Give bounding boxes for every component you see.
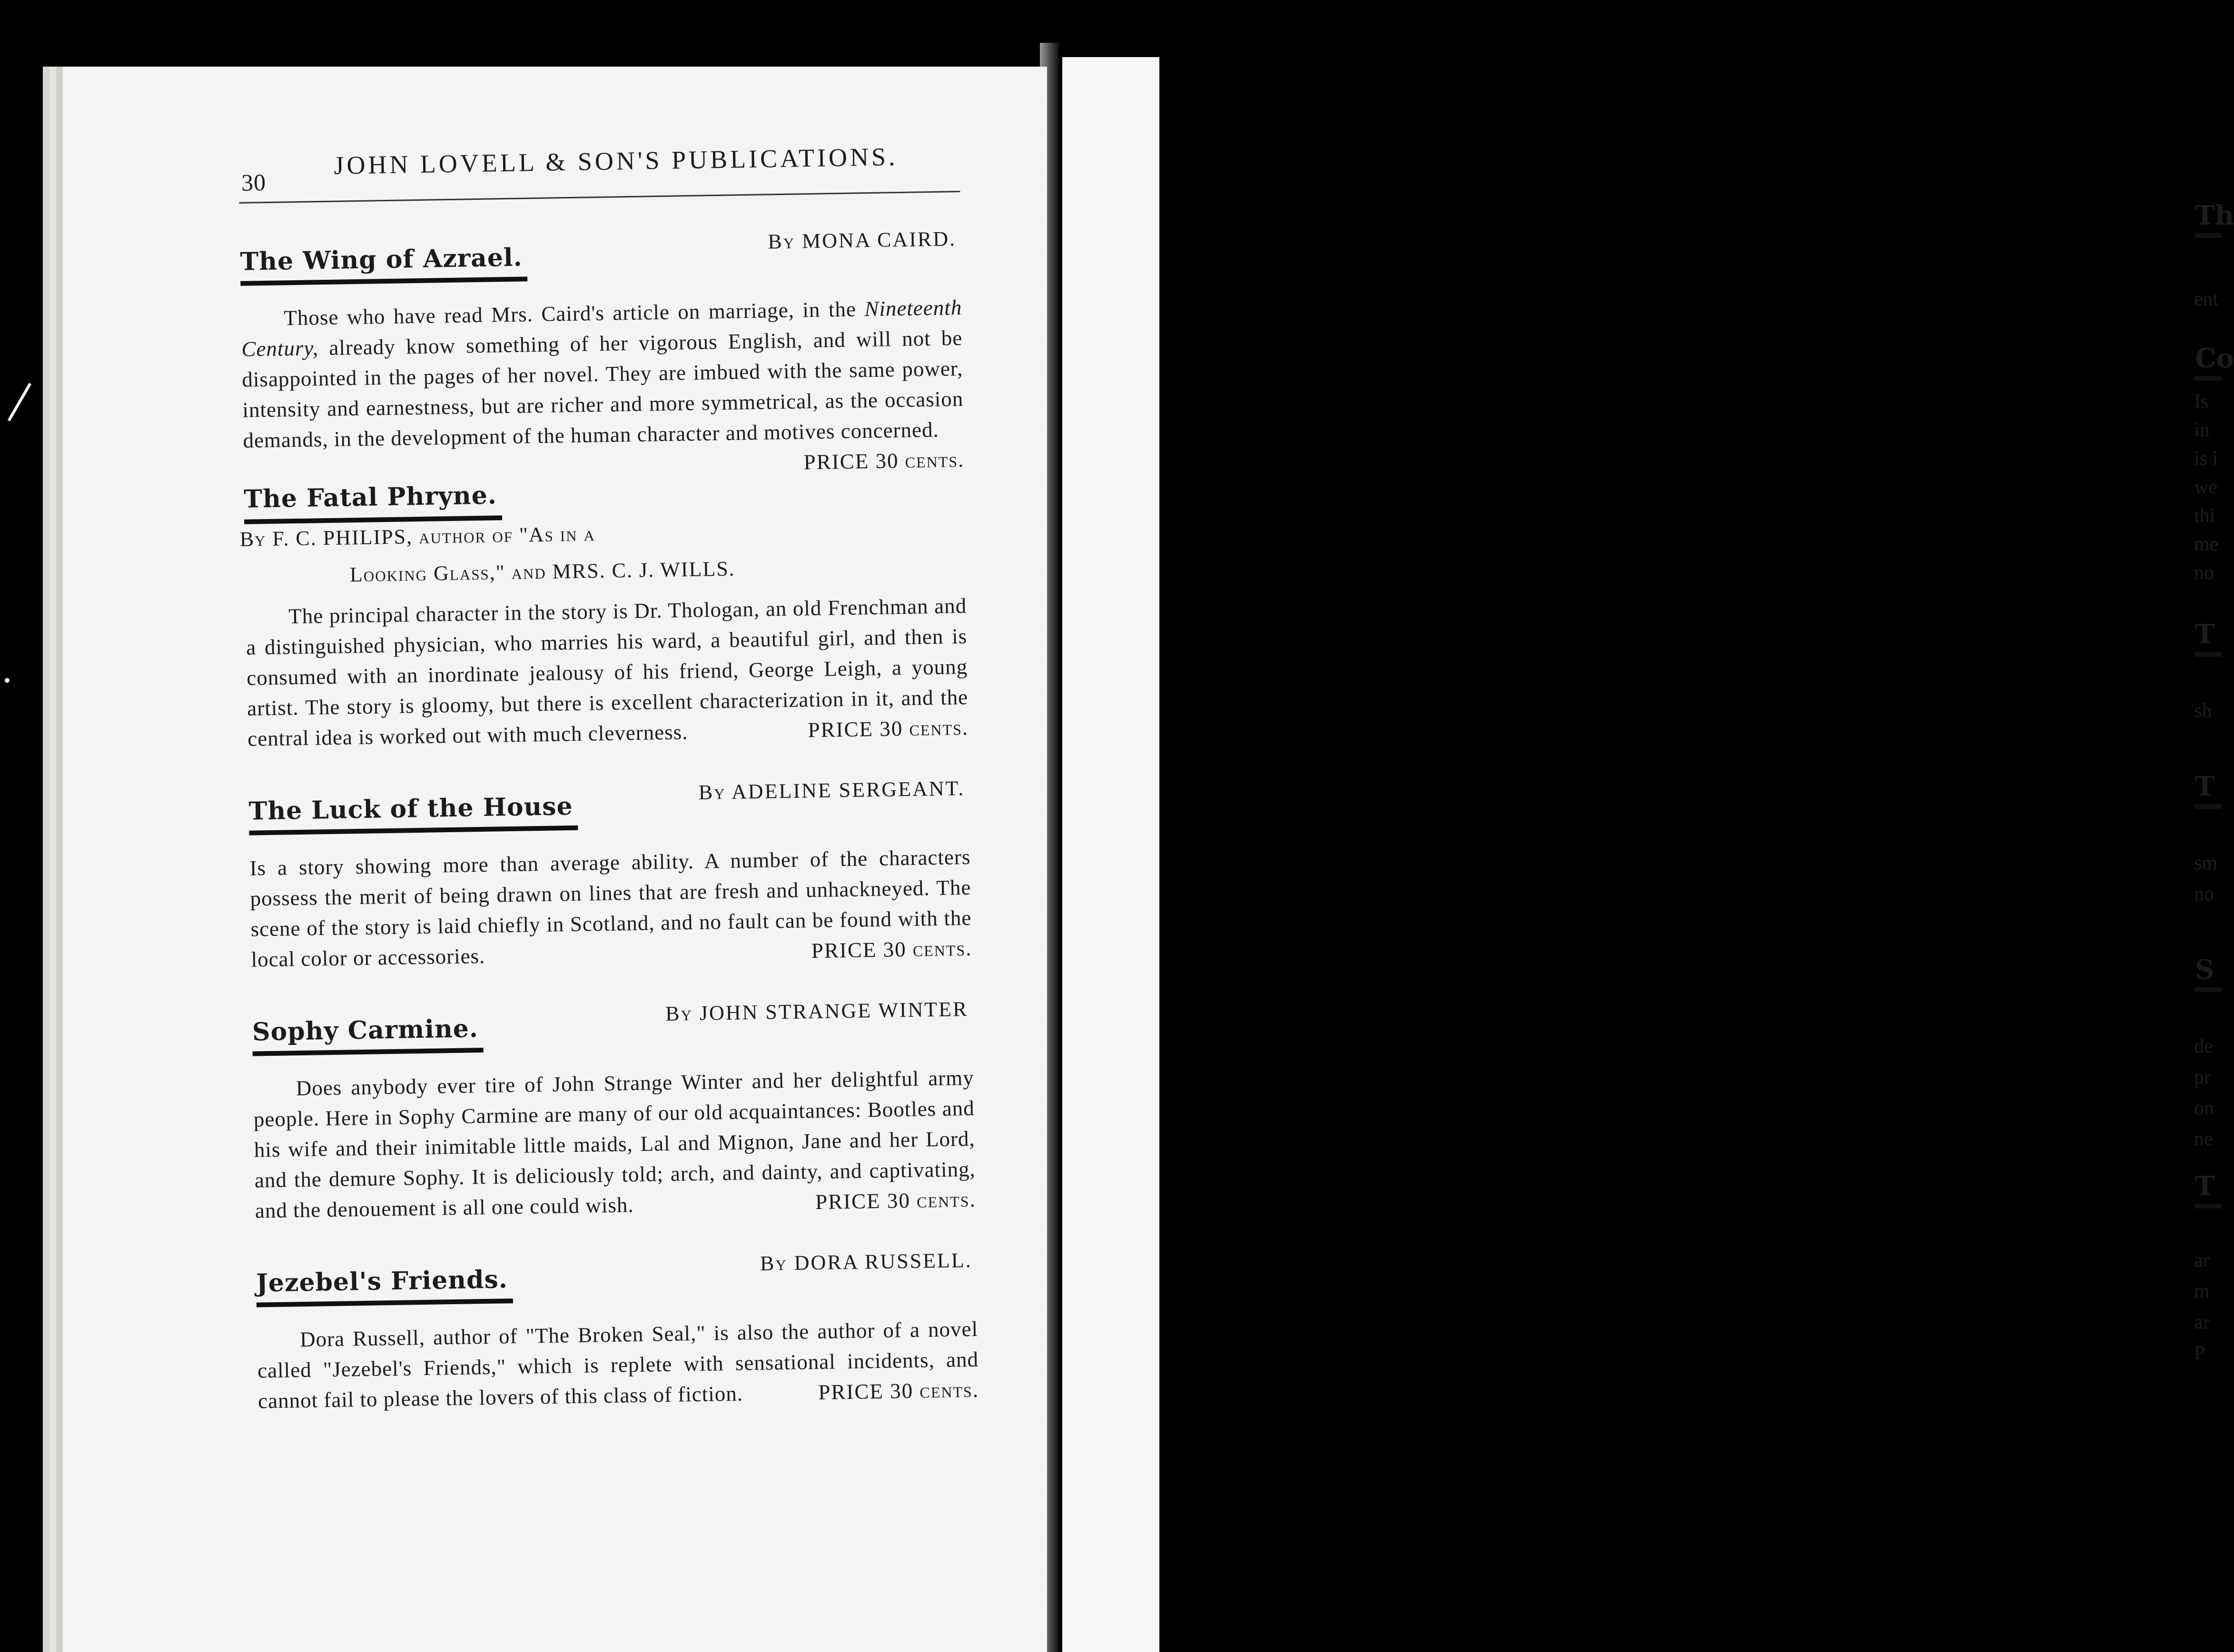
description-rest: already know something of her vigorous English, and will not be disappointed in the pages of her novel. They are imbued with the same power, intensity and earnestness, but are richer and more symmetrical, as the occasion demands, in the development of the human character and motives concerned. (242, 325, 964, 452)
entry-header (244, 776, 970, 840)
facing-text-fragment: sm (2194, 852, 2218, 874)
description-body: Dora Russell, author of "The Broken Seal," is also the author of a novel called "Jezebel's Friends," which is replete with sensational incidents, and cannot fail to please the lovers of this class of fiction. (257, 1317, 979, 1413)
periodical-title: Nineteenth Century, (241, 295, 962, 361)
facing-text-fragment: Is (2194, 391, 2209, 413)
entry-byline: By ADELINE SERGEANT. (698, 777, 965, 804)
description-lead: Those who have read Mrs. Caird's article on marriage, in the (284, 297, 857, 330)
book-entry (235, 226, 965, 474)
entry-header (251, 1248, 978, 1312)
facing-page (1062, 0, 2234, 1652)
header-rule (239, 191, 960, 204)
facing-text-fragment: in (2194, 419, 2210, 441)
entry-byline: By F. C. PHILIPS, author of "As in a (239, 522, 596, 551)
facing-title-fragment: S (2195, 954, 2222, 992)
entry-title: Jezebel's Friends. (256, 1265, 513, 1307)
facing-text-fragment: ar (2194, 1311, 2210, 1333)
facing-text-fragment: no (2194, 883, 2214, 905)
book-entry (247, 997, 976, 1226)
running-title: JOHN LOVELL & SON'S PUBLICATIONS. (333, 142, 899, 180)
entry-price: PRICE 30 cents. (808, 715, 969, 742)
scan-mark (8, 383, 31, 422)
entry-description (253, 1062, 976, 1226)
facing-title-fragment: T (2195, 771, 2222, 809)
facing-title-fragment: Co (2195, 343, 2222, 381)
entry-header (239, 473, 966, 555)
book-entry (251, 1248, 979, 1416)
facing-text-fragment: de (2194, 1035, 2213, 1057)
entry-title: The Fatal Phryne. (244, 480, 502, 524)
page-number: 30 (241, 168, 267, 196)
description-body: The principal character in the story is Dr. Thologan, an old Frenchman and a distinguished physician, who marries his ward, a beautiful girl, and then is consumed with an inordinate jealousy of his friend, George Leigh, a young artist. The story is gloomy, but there is excellent characterization in it, and the central idea is worked out with much cleverness. (246, 593, 969, 751)
entry-description (241, 292, 965, 474)
facing-text-fragment: thi (2194, 505, 2215, 527)
facing-title-fragment: Th (2195, 200, 2222, 238)
entry-price: PRICE 30 cents. (818, 1377, 979, 1405)
facing-text-fragment: ne (2194, 1128, 2213, 1150)
entry-description (257, 1314, 979, 1416)
entry-title: The Luck of the House (248, 792, 578, 836)
book-entry (244, 776, 972, 975)
facing-text-fragment: ar (2194, 1249, 2210, 1271)
facing-text-fragment: no (2194, 562, 2214, 584)
scan-mark (5, 678, 10, 683)
facing-text-fragment: P (2194, 1342, 2205, 1364)
entry-title: The Wing of Azrael. (240, 243, 527, 285)
facing-text-fragment: we (2194, 476, 2217, 498)
entry-description (249, 842, 972, 975)
entry-byline: By JOHN STRANGE WINTER (665, 997, 969, 1025)
facing-text-fragment: is i (2194, 448, 2218, 470)
entry-description (246, 590, 969, 754)
entry-price: PRICE 30 cents. (803, 447, 965, 474)
facing-text-fragment: me (2194, 533, 2219, 555)
facing-title-fragment: T (2195, 1170, 2222, 1209)
facing-title-fragment: T (2195, 619, 2222, 657)
page-content (233, 112, 979, 1416)
entry-byline: By DORA RUSSELL. (760, 1248, 973, 1275)
facing-text-fragment: m (2194, 1280, 2210, 1302)
book-entry (239, 473, 969, 754)
running-head (233, 112, 960, 195)
facing-text-fragment: on (2194, 1097, 2214, 1119)
facing-text-fragment: sh (2194, 700, 2212, 722)
facing-text-fragment: pr (2194, 1066, 2211, 1088)
entry-byline-continued: Looking Glass," and MRS. C. J. WILLS. (349, 557, 736, 587)
entry-title: Sophy Carmine. (252, 1014, 484, 1056)
description-body: Is a story showing more than average ability. A number of the characters possess the merit of being drawn on lines that are fresh and unhackneyed. The scene of the story is laid chiefly in Scotland, and no fault can be found with the local color or accessories. (249, 845, 972, 972)
entry-price: PRICE 30 cents. (815, 1187, 977, 1214)
description-body: Does anybody ever tire of John Strange Winter and her delightful army people. Here in Sophy Carmine are many of our old acquaintances: Bootles and his wife and their inimitable little maids, Lal and Mignon, Jane and her Lord, and the demure Sophy. It is deliciously told; arch, and dainty, and captivating, and the denouement is all one could wish. (253, 1065, 976, 1223)
entry-price: PRICE 30 cents. (811, 936, 972, 963)
entry-byline: By MONA CAIRD. (767, 227, 957, 254)
facing-text-fragment: ent (2194, 288, 2219, 310)
entry-header (235, 226, 962, 290)
entry-header (247, 997, 974, 1061)
